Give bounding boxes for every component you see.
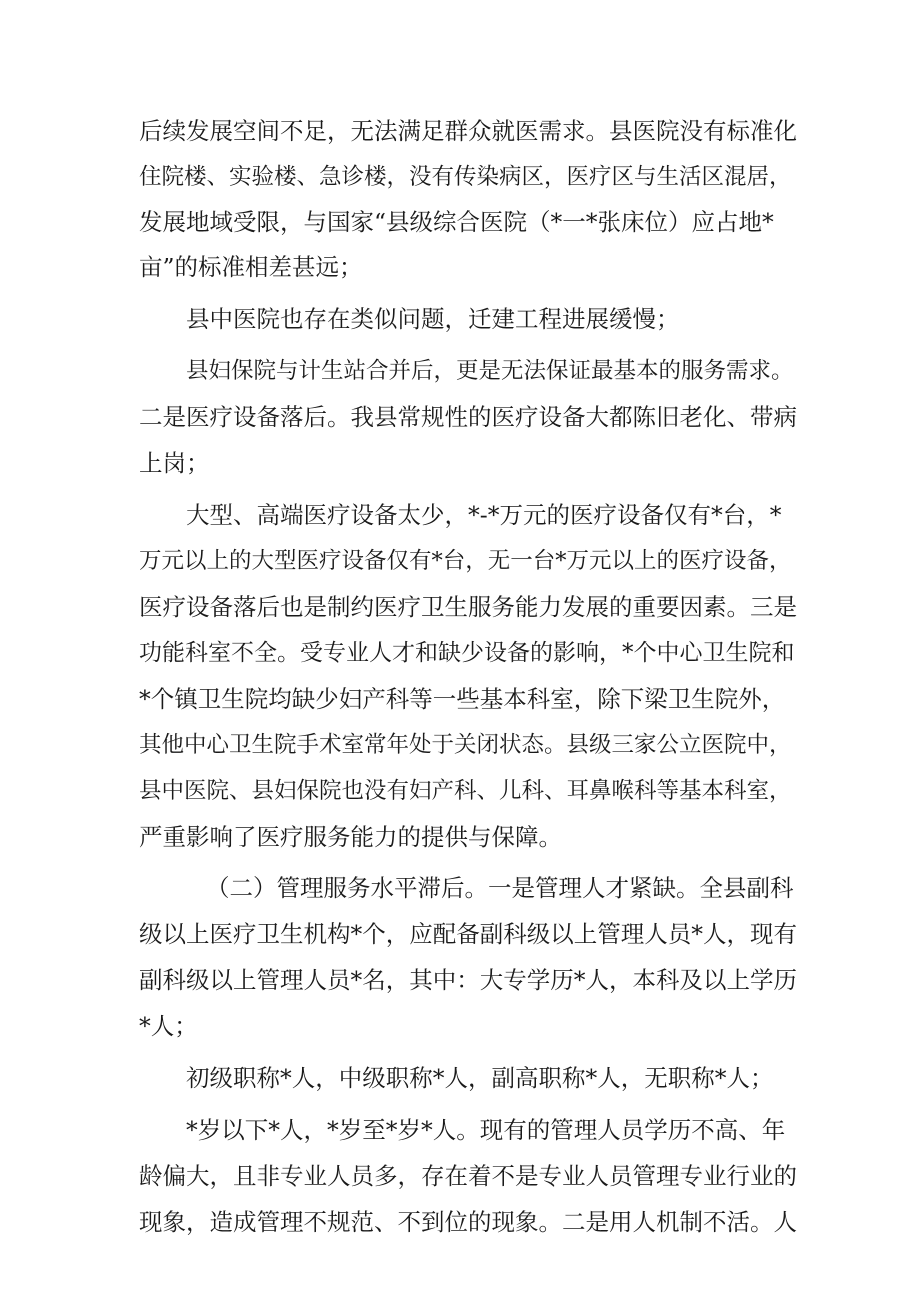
text-line: 龄偏大，且非专业人员多，存在着不是专业人员管理专业行业的 <box>139 1162 797 1190</box>
text-line: 医疗设备落后也是制约医疗卫生服务能力发展的重要因素。三是 <box>139 593 797 621</box>
text-line: 功能科室不全。受专业人才和缺少设备的影响，*个中心卫生院和 <box>139 640 795 666</box>
text-line: 万元以上的大型医疗设备仅有*台，无一台*万元以上的医疗设备， <box>139 548 792 574</box>
text-line: *岁以下*人，*岁至*岁*人。现有的管理人员学历不高、年 <box>186 1116 786 1144</box>
text-line: *人； <box>139 1012 198 1040</box>
text-line: 亩”的标准相差甚远； <box>139 253 363 281</box>
text-line: 其他中心卫生院手术室常年处于关闭状态。县级三家公立医院中， <box>139 732 792 758</box>
text-line: 级以上医疗卫生机构*个，应配备副科级以上管理人员*人，现有 <box>139 920 797 948</box>
text-line: 住院楼、实验楼、急诊楼，没有传染病区，医疗区与生活区混居， <box>139 164 792 190</box>
text-line: 县中医院也存在类似问题，迁建工程进展缓慢； <box>186 305 680 333</box>
text-line: 现象，造成管理不规范、不到位的现象。二是用人机制不活。人 <box>139 1208 797 1236</box>
text-line: 上岗； <box>139 449 210 477</box>
text-line: 二是医疗设备落后。我县常规性的医疗设备大都陈旧老化、带病 <box>139 403 797 431</box>
text-line: 初级职称*人，中级职称*人，副高职称*人，无职称*人； <box>186 1064 774 1092</box>
text-line: *个镇卫生院均缺少妇产科等一些基本科室，除下梁卫生院外， <box>139 685 786 713</box>
text-line: 大型、高端医疗设备太少，*-*万元的医疗设备仅有*台，* <box>186 501 782 529</box>
text-line: 副科级以上管理人员*名，其中：大专学历*人，本科及以上学历 <box>139 966 797 994</box>
section-heading-line: （二）管理服务水平滞后。一是管理人才紧缺。全县副科 <box>206 874 794 902</box>
text-line: 严重影响了医疗服务能力的提供与保障。 <box>139 823 562 851</box>
text-line: 后续发展空间不足，无法满足群众就医需求。县医院没有标准化 <box>139 117 797 145</box>
text-line: 县中医院、县妇保院也没有妇产科、儿科、耳鼻喉科等基本科室， <box>139 778 792 804</box>
text-line: 县妇保院与计生站合并后，更是无法保证最基本的服务需求。 <box>186 358 794 384</box>
text-line: 发展地域受限，与国家“县级综合医院（*一*张床位）应占地* <box>139 208 774 236</box>
